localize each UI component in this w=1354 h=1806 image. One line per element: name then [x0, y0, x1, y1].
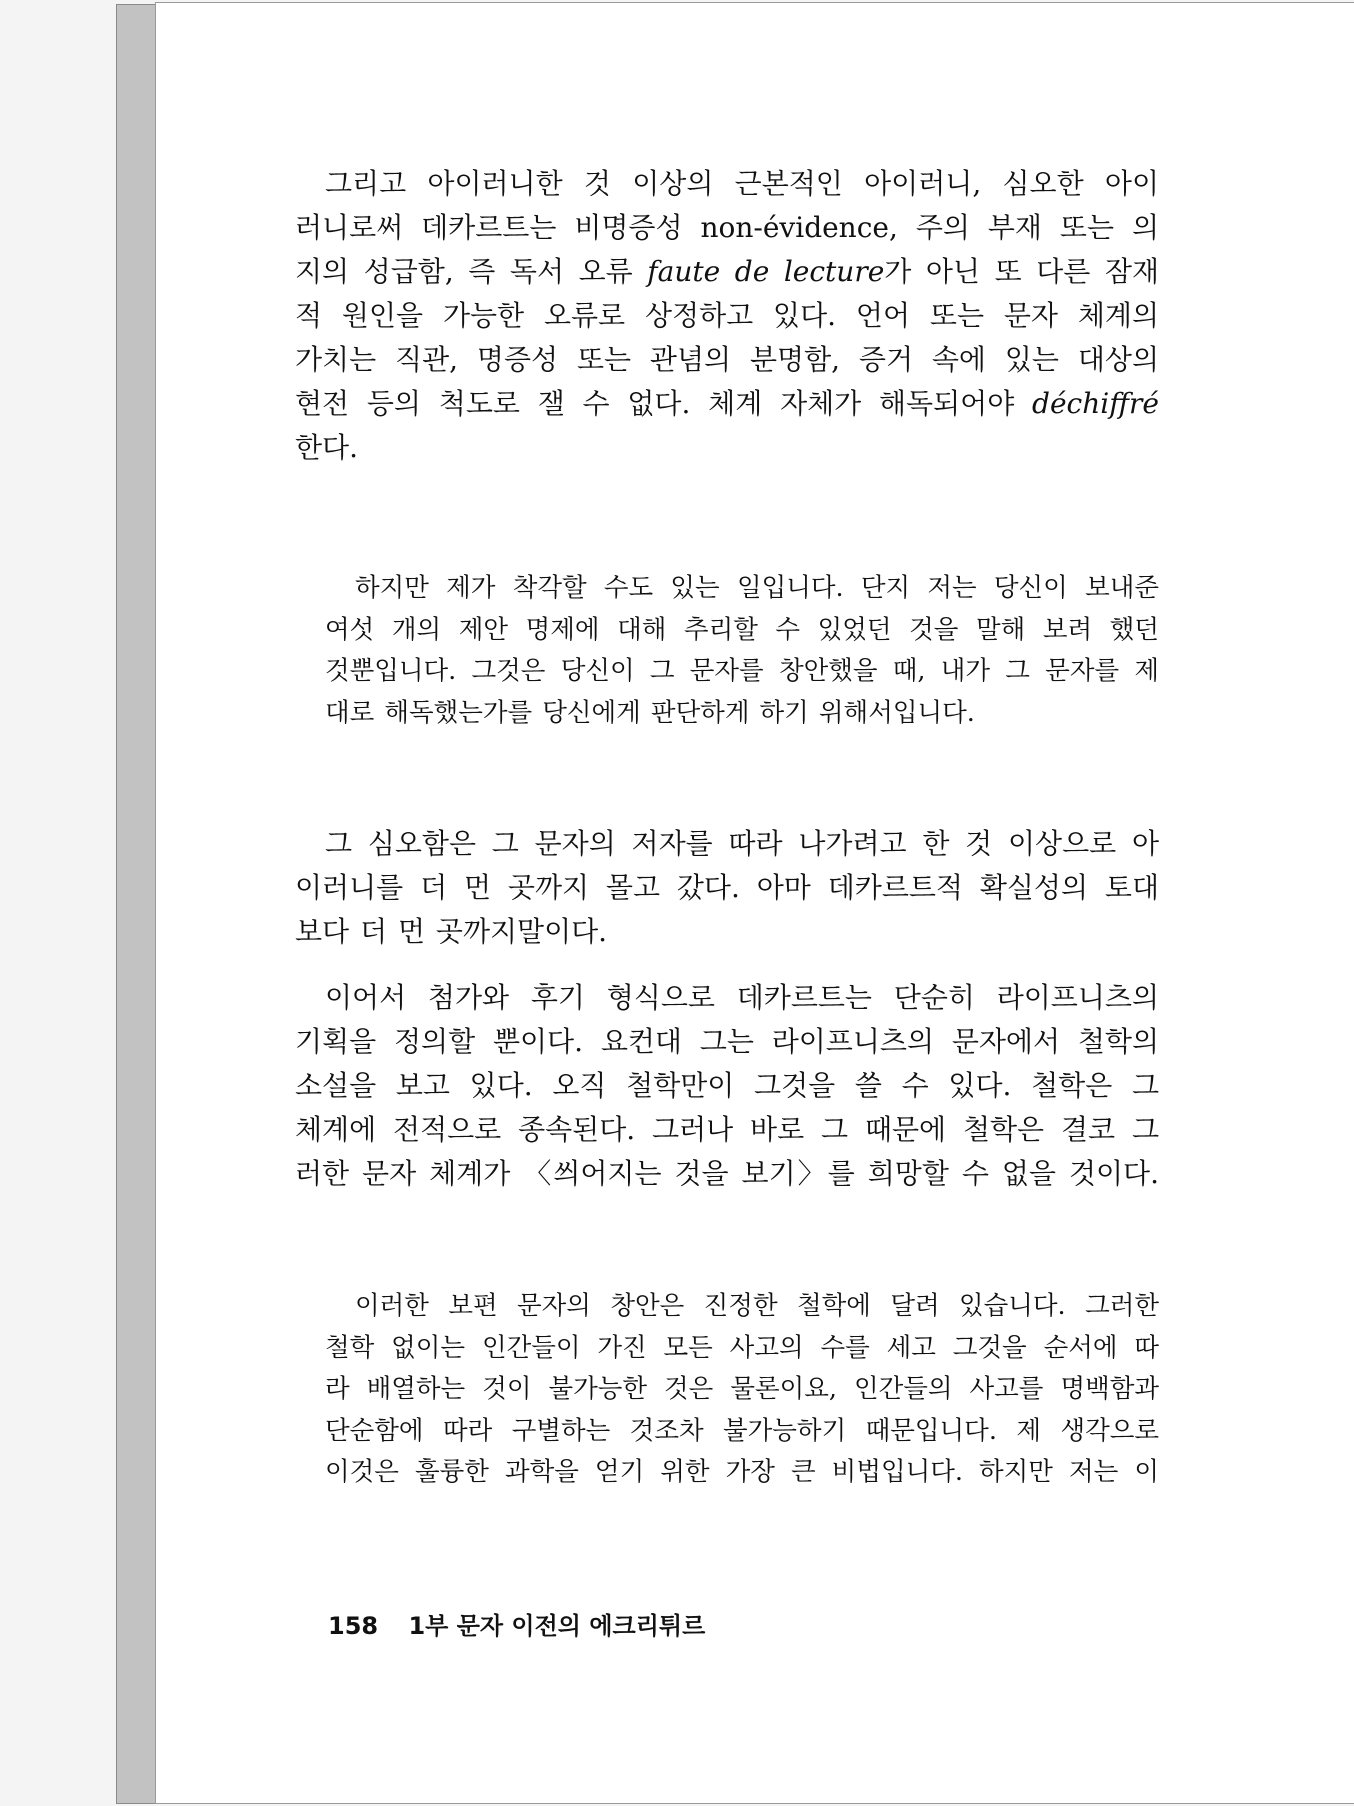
book-spine: [116, 4, 158, 1804]
text-line: 지의 성급함, 즉 독서 오류 faute de lecture가 아닌 또 다른 잠재: [295, 255, 1159, 288]
block-quote-2: [325, 1286, 1159, 1494]
text-line: 단순함에 따라 구별하는 것조차 불가능하기 때문입니다. 제 생각으로: [325, 1415, 1159, 1446]
text-line: 소설을 보고 있다. 오직 철학만이 그것을 쓸 수 있다. 철학은 그: [295, 1069, 1159, 1102]
running-title: 1부 문자 이전의 에크리튀르: [408, 1612, 706, 1640]
page-number: 158: [328, 1612, 379, 1640]
text-line: 철학 없이는 인간들이 가진 모든 사고의 수를 세고 그것을 순서에 따: [325, 1332, 1159, 1363]
text-line: 체계에 전적으로 종속된다. 그러나 바로 그 때문에 철학은 결코 그: [295, 1113, 1159, 1146]
text-line: 이러니를 더 먼 곳까지 몰고 갔다. 아마 데카르트적 확실성의 토대: [295, 871, 1159, 904]
text-line: 것뿐입니다. 그것은 당신이 그 문자를 창안했을 때, 내가 그 문자를 제: [325, 656, 1159, 686]
text-line: 보다 더 먼 곳까지말이다.: [295, 915, 608, 948]
text-line: 대로 해독했는가를 당신에게 판단하게 하기 위해서입니다.: [325, 697, 975, 728]
text-line: 그 심오함은 그 문자의 저자를 따라 나가려고 한 것 이상으로 아: [325, 827, 1159, 860]
text-line: 현전 등의 척도로 잴 수 없다. 체계 자체가 해독되어야 déchiffré: [295, 387, 1159, 420]
text-line: 이어서 첨가와 후기 형식으로 데카르트는 단순히 라이프니츠의: [325, 981, 1159, 1014]
block-quote-1: [325, 568, 1159, 734]
text-line: 러한 문자 체계가 〈씌어지는 것을 보기〉를 희망할 수 없을 것이다.: [295, 1157, 1159, 1190]
page-footer: [328, 1606, 705, 1641]
text-line: 기획을 정의할 뿐이다. 요컨대 그는 라이프니츠의 문자에서 철학의: [295, 1025, 1159, 1058]
text-line: 가치는 직관, 명증성 또는 관념의 분명함, 증거 속에 있는 대상의: [295, 343, 1159, 376]
text-line: 적 원인을 가능한 오류로 상정하고 있다. 언어 또는 문자 체계의: [295, 299, 1159, 332]
text-line: 그리고 아이러니한 것 이상의 근본적인 아이러니, 심오한 아이: [325, 167, 1159, 200]
text-line: 이것은 훌륭한 과학을 얻기 위한 가장 큰 비법입니다. 하지만 저는 이: [325, 1457, 1159, 1487]
text-line: 이러한 보편 문자의 창안은 진정한 철학에 달려 있습니다. 그러한: [355, 1291, 1159, 1321]
text-line: 한다.: [295, 431, 358, 464]
text-line: 여섯 개의 제안 명제에 대해 추리할 수 있었던 것을 말해 보려 했던: [325, 614, 1159, 645]
text-line: 러니로써 데카르트는 비명증성 non-évidence, 주의 부재 또는 의: [295, 211, 1159, 244]
text-line: 라 배열하는 것이 불가능한 것은 물론이요, 인간들의 사고를 명백함과: [325, 1374, 1159, 1404]
paragraph-2: [295, 822, 1159, 954]
paragraph-3: [295, 976, 1159, 1196]
paragraph-1: [295, 162, 1159, 470]
text-line: 하지만 제가 착각할 수도 있는 일입니다. 단지 저는 당신이 보내준: [355, 573, 1159, 603]
